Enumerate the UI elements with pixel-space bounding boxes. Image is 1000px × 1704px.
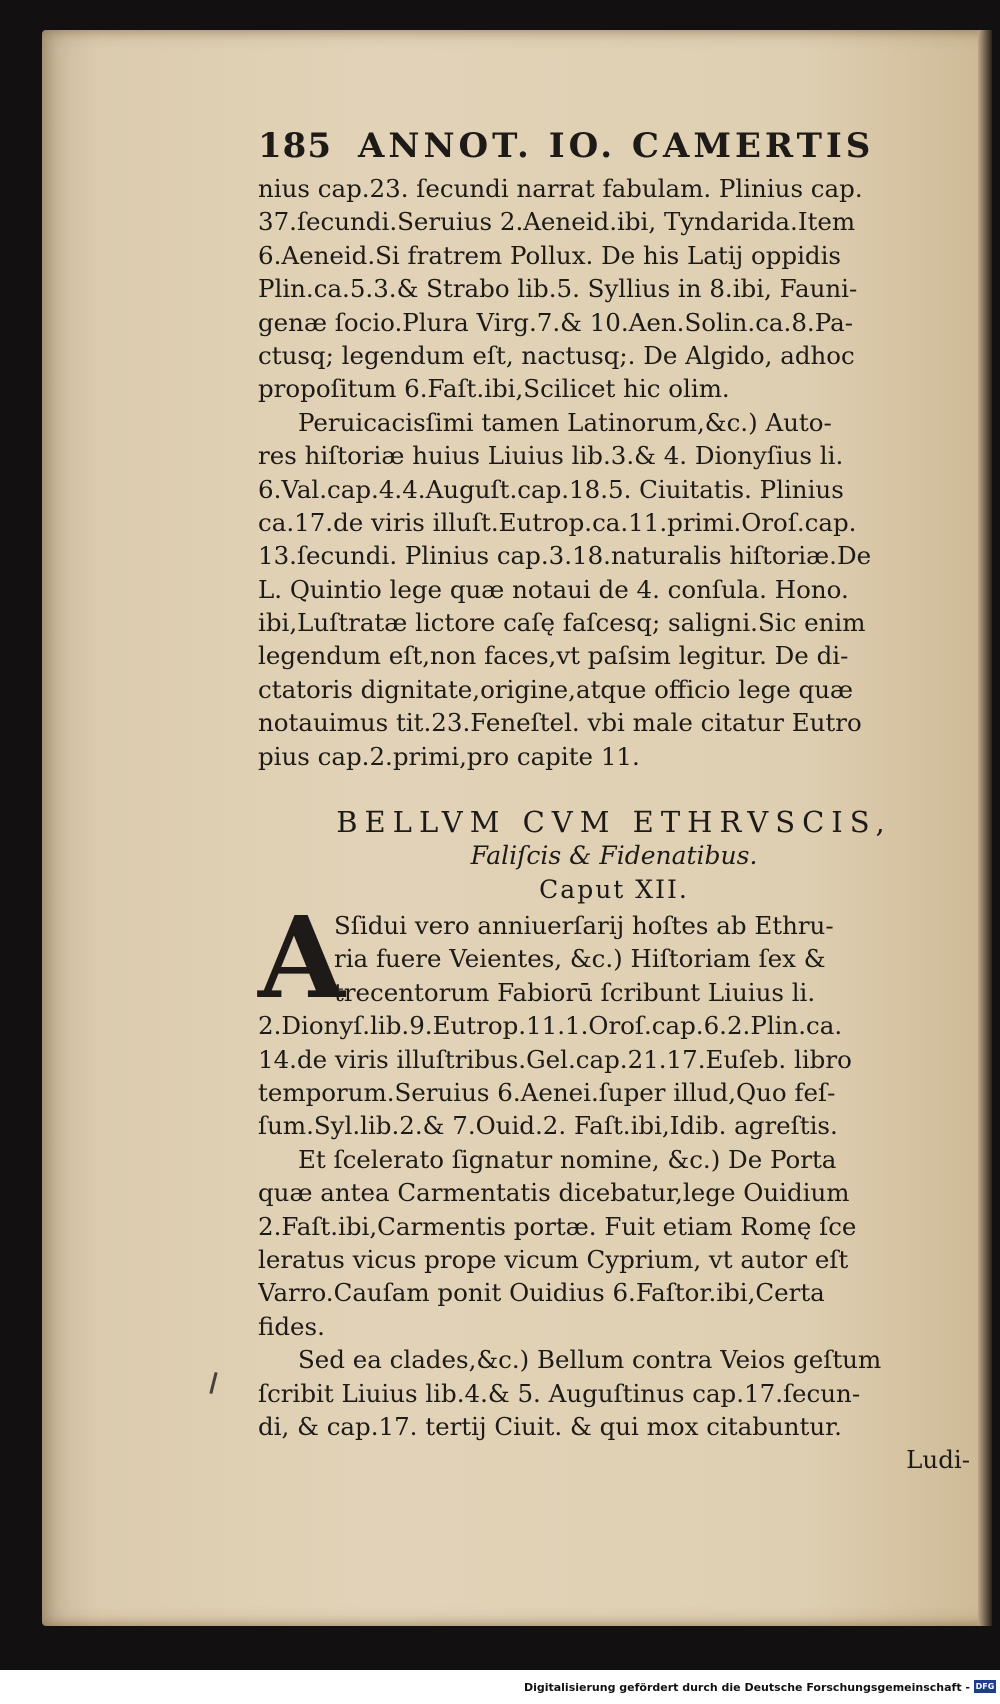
text-line: 2.Faſt.ibi,Carmentis portæ. Fuit etiam Romę ſce — [258, 1211, 857, 1241]
dfg-logo: DFG — [975, 1682, 995, 1691]
text-line: temporum.Seruius 6.Aenei.ſuper illud,Quo feſ- — [258, 1077, 836, 1107]
text-line: ca.17.de viris illuſt.Eutrop.ca.11.primi.Oroſ.cap. — [258, 507, 857, 537]
catchword: Ludi- — [906, 1445, 970, 1475]
text-line: 13.ſecundi. Plinius cap.3.18.naturalis hiſtoriæ.De — [258, 541, 872, 571]
text-line: 2.Dionyſ.lib.9.Eutrop.11.1.Oroſ.cap.6.2.Plin.ca. — [258, 1011, 843, 1041]
footer-credit: Digitalisierung gefördert durch die Deutsche Forschungsgemeinschaft - — [523, 1681, 970, 1694]
chapter-number: Caput XII. — [539, 875, 689, 905]
text-line: 6.Val.cap.4.4.Auguſt.cap.18.5. Ciuitatis. Plinius — [258, 474, 844, 504]
page-number: 185 — [258, 126, 332, 166]
text-line: propoſitum 6.Faſt.ibi,Scilicet hic olim. — [258, 374, 730, 404]
text-line: 37.ſecundi.Seruius 2.Aeneid.ibi, Tyndarida.Item — [258, 207, 856, 237]
drop-cap: A — [258, 893, 345, 1025]
text-line: ibi,Luſtratæ lictore caſę faſcesq; saligni.Sic enim — [258, 608, 866, 638]
text-line: Sed ea clades,&c.) Bellum contra Veios geſtum — [298, 1345, 882, 1375]
paragraph-3 — [258, 893, 970, 1143]
text-line: legendum eſt,non faces,vt paſsim legitur. De di- — [258, 641, 849, 671]
page-edge — [978, 30, 992, 1626]
text-line: L. Quintio lege quæ notaui de 4. conſula. Hono. — [258, 574, 849, 604]
text-line: 6.Aeneid.Si fratrem Pollux. De his Latij oppidis — [258, 240, 841, 270]
text-line: Peruicacisſimi tamen Latinorum,&c.) Auto- — [298, 407, 832, 437]
text-line: di, & cap.17. tertij Ciuit. & qui mox citabuntur. — [258, 1411, 842, 1441]
paragraph-2 — [258, 406, 970, 773]
text-line: ctusq; legendum eſt, nactusq;. De Algido, adhoc — [258, 340, 855, 370]
text-line: Sſidui vero anniuerſarij hoſtes ab Ethru- — [334, 911, 834, 941]
text-line: quæ antea Carmentatis dicebatur,lege Ouidium — [258, 1178, 850, 1208]
running-header — [258, 126, 970, 166]
text-line: Plin.ca.5.3.& Strabo lib.5. Syllius in 8.ibi, Fauni- — [258, 274, 858, 304]
text-line: ſum.Syl.lib.2.& 7.Ouid.2. Faſt.ibi,Idib. agreſtis. — [258, 1111, 838, 1141]
chapter-subtitle: Faliſcis & Fidenatibus. — [470, 841, 758, 871]
text-line: ctatoris dignitate,origine,atque officio lege quæ — [258, 674, 854, 704]
running-title: ANNOT. IO. CAMERTIS — [357, 126, 875, 166]
text-line: Et ſcelerato ſignatur nomine, &c.) De Porta — [298, 1144, 837, 1174]
text-line: ria fuere Veientes, &c.) Hiſtoriam ſex & — [334, 944, 826, 974]
paragraph-5 — [258, 1343, 970, 1477]
text-line: res hiſtoriæ huius Liuius lib.3.& 4. Dionyſius li. — [258, 441, 844, 471]
text-line: genæ ſocio.Plura Virg.7.& 10.Aen.Solin.ca.8.Pa- — [258, 307, 853, 337]
text-line: notauimus tit.23.Feneſtel. vbi male citatur Eutro — [258, 708, 862, 738]
paragraph-4 — [258, 1143, 970, 1343]
paragraph-1 — [258, 172, 970, 406]
text-line: leratus vicus prope vicum Cyprium, vt autor eſt — [258, 1244, 849, 1274]
text-line: Varro.Cauſam ponit Ouidius 6.Faſtor.ibi,Certa — [258, 1278, 825, 1308]
text-line: 14.de viris illuſtribus.Gel.cap.21.17.Euſeb. libro — [258, 1044, 852, 1074]
chapter-title: BELLVM CVM ETHRVSCIS, — [336, 805, 892, 840]
text-line: ſcribit Liuius lib.4.& 5. Auguſtinus cap.17.ſecun- — [258, 1378, 861, 1408]
text-line: nius cap.23. ſecundi narrat fabulam. Plinius cap. — [258, 174, 863, 203]
footer-bar — [0, 1670, 1000, 1704]
text-line: fides. — [258, 1311, 325, 1341]
text-block — [258, 126, 970, 1477]
text-line: trecentorum Fabiorū ſcribunt Liuius li. — [334, 977, 816, 1007]
text-line: pius cap.2.primi,pro capite 11. — [258, 741, 640, 771]
